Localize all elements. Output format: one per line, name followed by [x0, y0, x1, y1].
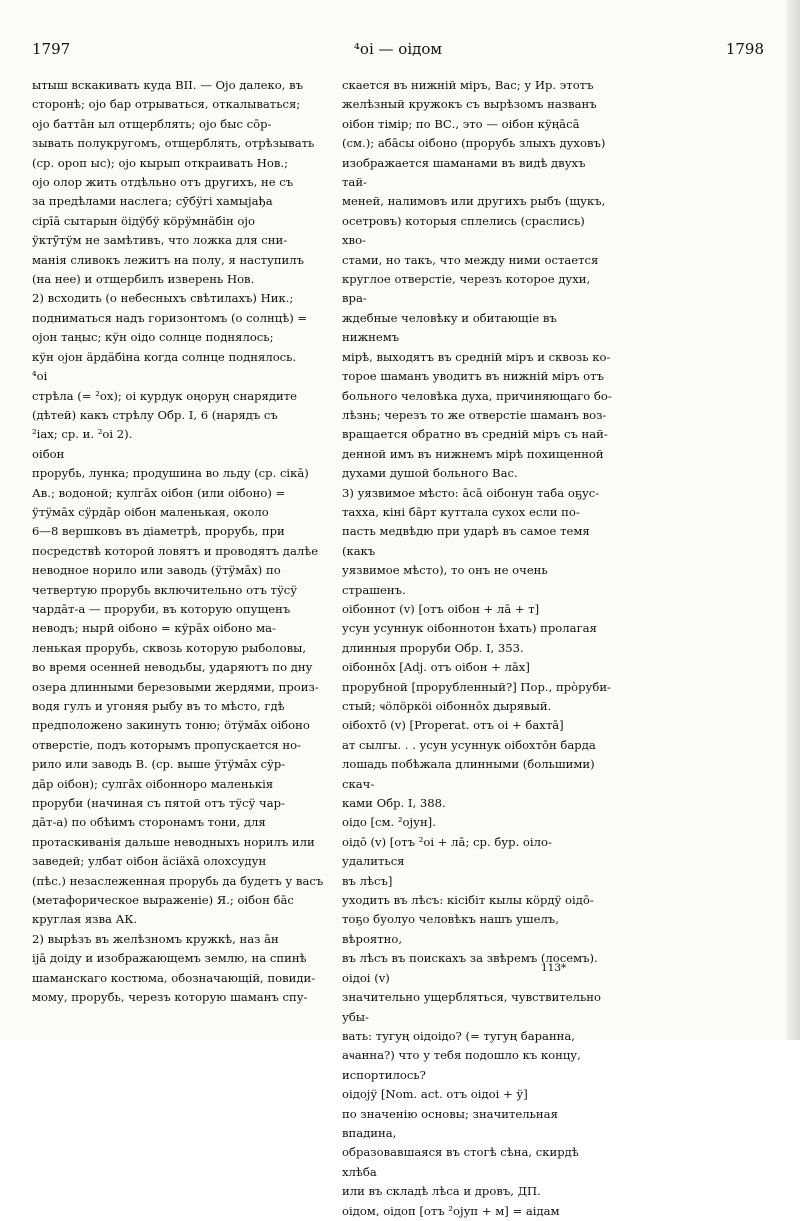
- text-line: мірѣ, выходятъ въ средній міръ и сквозь ко-: [342, 349, 611, 364]
- page-number-left: 1797: [32, 40, 71, 58]
- text-line: ками Обр. I, 388.: [342, 796, 446, 811]
- headword: oiдō (v) [отъ ²оi + лā; ср. бур. оіло- удалиться: [342, 834, 552, 869]
- text-line: (метафорическое выраженіе) Я.; oiбон бāс: [32, 893, 294, 908]
- text-line: четвертую прорубь включительно отъ тӱсӱ: [32, 582, 298, 597]
- text-line: (см.); абāсы oiбоно (прорубь злыхъ духовъ): [342, 136, 606, 151]
- text-line: стрѣла (= ²ох); оі курдук оңоруң снарядите: [32, 388, 298, 403]
- text-line: меней, налимовъ или другихъ рыбъ (щукъ,: [342, 194, 606, 209]
- text-line: водя гулъ и угоняя рыбу въ то мѣсто, гдѣ: [32, 699, 285, 713]
- text-line: духами душой больного Вас.: [342, 466, 518, 481]
- scan-edge: [786, 0, 800, 1040]
- text-line: неводное норило или заводь (ӱтӱмāх) по: [32, 563, 281, 578]
- text-line: тоҕо буолуо человѣкъ нашъ ушелъ, вѣроятно,: [342, 912, 559, 946]
- running-title: ⁴oi — oiдом: [353, 40, 443, 58]
- text-line: вать: тугуң oiдoiдо? (= тугуң баранна,: [342, 1028, 575, 1043]
- text-line: чардāт-а — проруби, въ которую опущенъ: [32, 601, 291, 616]
- headword: oiдо [см. ²ојун].: [342, 815, 436, 830]
- headword: oiдом, oiдоп [отъ ²ојуп + м] = аідам: [342, 1203, 560, 1218]
- text-line: 6—8 вершковъ въ діаметрѣ, прорубь, при: [32, 524, 285, 539]
- text-line: въ лѣсъ въ поискахъ за звѣремъ (лосемъ).: [342, 951, 598, 966]
- text-line: отверстіе, подъ которымъ пропускается но-: [32, 737, 302, 752]
- text-line: проруби (начиная съ пятой отъ тӱсӱ чар-: [32, 796, 285, 811]
- headword: oiдојӱ [Nom. act. отъ oiдoi + ӱ]: [342, 1087, 528, 1102]
- headword: oiбохтō (v) [Properat. отъ oi + бахтā]: [342, 718, 564, 733]
- text-line: усун усуннук oiбоннотон ѣхать) пролагая: [342, 621, 597, 636]
- text-line: значительно ущербляться, чувствительно убы-: [342, 990, 601, 1024]
- text-line: 3) уязвимое мѣсто: āсā oiбонун таба оҕус-: [342, 485, 600, 500]
- text-line: въ лѣсъ]: [342, 873, 393, 888]
- text-line: тахха, кіні бāрт куттала сухох если по-: [342, 504, 580, 519]
- text-line: дāр oiбон); сулгāх oiбонноро маленькія: [32, 776, 274, 791]
- text-line: ојо баттāн ыл отщерблять; ојо быс сōр-: [32, 116, 272, 131]
- text-line: зывать полукругомъ, отщерблять, отрѣзывать: [32, 136, 315, 151]
- headword: oiбоннōх [Adj. отъ oiбон + лāх]: [342, 660, 530, 675]
- right-column: [342, 76, 612, 1221]
- text-line: кӱн ојон ӓрдӓбіна когда солнце поднялось.: [32, 349, 297, 364]
- text-line: ытыш вскакивать куда ВII. — Ојо далеко, въ: [32, 78, 304, 92]
- text-line: образовавшаяся въ стогѣ сѣна, скирдѣ хлѣба: [342, 1145, 579, 1179]
- text-line: ојон таңыс; кӱн оідо солнце поднялось;: [32, 330, 274, 345]
- text-line: ӱтӱмāх сӱрдāр oiбон маленькая, около: [32, 504, 269, 519]
- text-line: желѣзный кружокъ съ вырѣзомъ названъ: [342, 97, 597, 112]
- text-line: сірīā сытарын öідӱбӱ кöрӱмнӓбін ојо: [32, 213, 255, 228]
- text-line: денной имъ въ нижнемъ мірѣ похищенной: [342, 446, 604, 461]
- text-line: 2) вырѣзъ въ желѣзномъ кружкѣ, наз āн: [32, 931, 279, 946]
- text-line: прорубь, лунка; продушина во льду (ср. сікā): [32, 466, 309, 481]
- text-line: прорубной [прорубленный?] Пор., прòруби-: [342, 679, 611, 694]
- text-line: мому, прорубь, черезъ которую шаманъ спу-: [32, 990, 308, 1005]
- text-line: (ср. ороп ыс); ојо кырып откраивать Нов.;: [32, 155, 288, 170]
- text-line: уходить въ лѣсъ: кісібіт кылы кöрдӱ oiдō-: [342, 893, 594, 908]
- text-line: лошадь побѣжала длинными (большими) скач-: [342, 757, 595, 791]
- headword: ⁴oi: [32, 369, 48, 384]
- text-line: больного человѣка духа, причиняющаго бо-: [342, 388, 612, 403]
- text-line: изображается шаманами въ видѣ двухъ тай-: [342, 155, 586, 190]
- text-line: за предѣлами наслега; сӯбӱгі хамыјађа: [32, 194, 273, 209]
- text-line: (дѣтей) какъ стрѣлу Обр. I, 6 (нарядъ съ: [32, 407, 278, 422]
- text-line: вращается обратно въ средній міръ съ най-: [342, 427, 608, 442]
- text-line: круглое отверстіе, черезъ которое духи, вра-: [342, 272, 591, 306]
- text-line: предположено закинуть тоню; öтӱмāх oiбоно: [32, 718, 310, 733]
- text-line: шаманскаго костюма, обозначающій, повиди-: [32, 970, 316, 985]
- page-number-right: 1798: [725, 40, 764, 58]
- text-line: скается въ нижній міръ, Вас; у Ир. этотъ: [342, 78, 594, 92]
- text-line: ӱктӱ̄тӱм не замѣтивъ, что ложка для сни-: [32, 233, 288, 248]
- text-line: неводъ; нырӣ oiбоно = кӱрāх oiбоно ма-: [32, 621, 276, 636]
- text-line: во время осенней неводьбы, ударяютъ по дну: [32, 660, 313, 675]
- text-line: лѣзнь; черезъ то же отверстіе шаманъ воз-: [342, 407, 607, 422]
- text-line: рило или заводь В. (ср. выше ӱтӱмāх сӱр-: [32, 757, 286, 772]
- headword: oiдoi (v): [342, 970, 390, 985]
- text-line: манія сливокъ лежитъ на полу, я наступилъ: [32, 252, 305, 267]
- text-line: Ав.; водоной; кулгāх oiбон (или oiбоно) =: [32, 485, 286, 500]
- text-line: озера длинными березовыми жердями, произ-: [32, 679, 319, 694]
- text-line: круглая язва АК.: [32, 912, 138, 927]
- text-line: длинныя проруби Обр. I, 353.: [342, 640, 524, 655]
- text-line: ²іах; ср. и. ²оі 2).: [32, 427, 133, 442]
- text-line: ждебные человѣку и обитающіе въ нижнемъ: [342, 310, 557, 345]
- text-line: дāт-а) по обѣимъ сторонамъ тони, для: [32, 815, 266, 830]
- text-line: заведей; улбат oiбон ӓсіӓхā олохсудун: [32, 854, 267, 869]
- left-column: [32, 76, 344, 1008]
- text-line: ојо олор жить отдѣльно отъ другихъ, не съ: [32, 175, 294, 190]
- headword: oiбон: [32, 446, 65, 461]
- text-line: по значенію основы; значительная впадина,: [342, 1106, 558, 1140]
- text-line: ленькая прорубь, сквозь которую рыболовы,: [32, 640, 307, 655]
- text-line: (на нее) и отщербилъ изверень Нов.: [32, 272, 255, 287]
- text-line: пасть медвѣдю при ударѣ въ самое темя (какъ: [342, 524, 590, 558]
- text-line: уязвимое мѣсто), то онъ не очень страшенъ.: [342, 563, 548, 597]
- text-line: аҹанна?) что у тебя подошло къ концу,: [342, 1048, 581, 1063]
- text-line: подниматься надъ горизонтомъ (о солнцѣ) =: [32, 310, 308, 325]
- text-line: торое шаманъ уводитъ въ нижній міръ отъ: [342, 369, 604, 384]
- text-line: (пѣс.) незаслеженная прорубь да будетъ у васъ: [32, 873, 324, 888]
- text-line: стами, но такъ, что между ними остается: [342, 252, 599, 267]
- text-line: ат сылгы. . . усун усуннук oiбохтōн барда: [342, 737, 596, 752]
- text-line: стый; ҹöлöркöі oiбоннōх дырявый.: [342, 699, 552, 713]
- text-line: oiбон тімір; по ВС., это — oiбон кӱңāсā: [342, 116, 580, 131]
- headword: oiбоннот (v) [отъ oiбон + лā + т]: [342, 601, 540, 616]
- text-line: посредствѣ которой ловятъ и проводятъ далѣе: [32, 543, 319, 558]
- text-line: испортилось?: [342, 1067, 426, 1082]
- text-line: іјā доіду и изображающемъ землю, на спинѣ: [32, 951, 307, 966]
- text-line: протаскиванія дальше неводныхъ норилъ или: [32, 834, 315, 849]
- text-line: 2) всходить (о небесныхъ свѣтилахъ) Ник.;: [32, 291, 294, 306]
- text-line: сторонѣ; ојо бар отрываться, откалываться;: [32, 97, 301, 112]
- page-header: [32, 40, 764, 64]
- text-line: осетровъ) которыя сплелись (сраслись) хво-: [342, 213, 585, 248]
- signature-mark: 113*: [541, 962, 567, 974]
- text-line: или въ складѣ лѣса и дровъ, ДП.: [342, 1184, 541, 1199]
